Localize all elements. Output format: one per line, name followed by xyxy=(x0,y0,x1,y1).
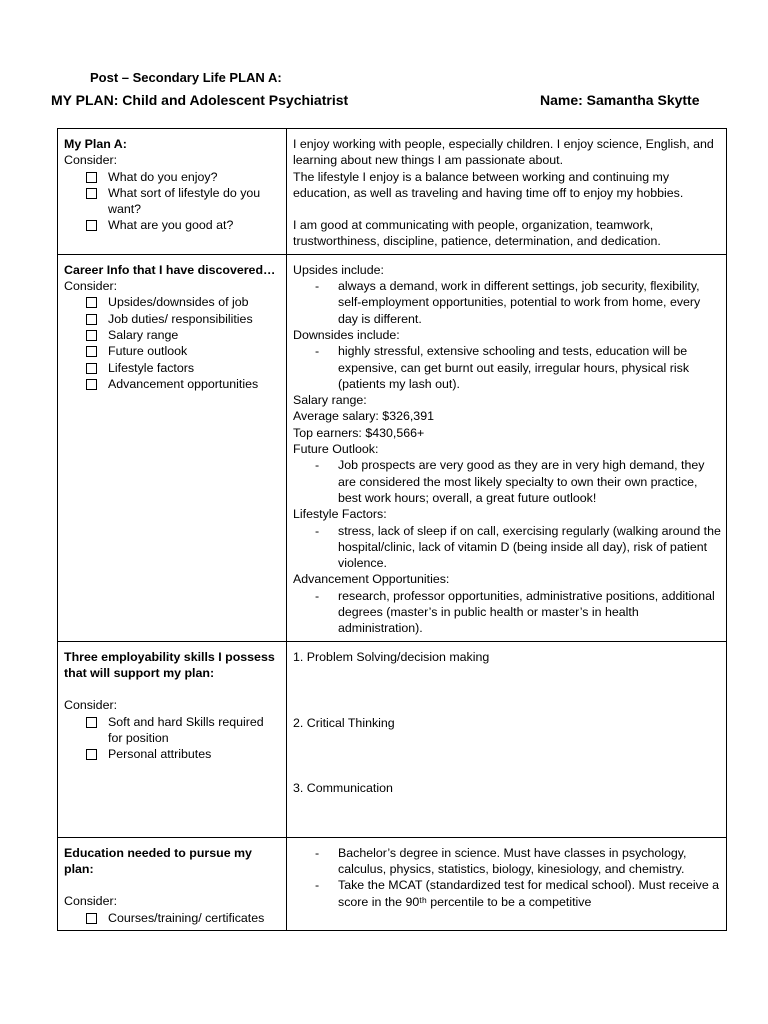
top-earners: Top earners: $430,566+ xyxy=(293,425,425,440)
skill-3: 3. Communication xyxy=(293,781,393,796)
checkbox-icon xyxy=(86,172,97,183)
checkbox-icon xyxy=(86,717,97,728)
consider-label: Consider: xyxy=(64,894,118,909)
checkbox-icon xyxy=(86,749,97,760)
downsides-list xyxy=(293,343,721,392)
checklist-item-label: Personal attributes xyxy=(108,747,212,762)
checklist-item xyxy=(64,217,281,233)
education-answer xyxy=(287,837,727,930)
downsides-heading: Downsides include: xyxy=(293,327,400,342)
row-plan-a xyxy=(58,129,727,255)
checkbox-icon xyxy=(86,330,97,341)
checklist-item-label: Soft and hard Skills required for position xyxy=(108,714,264,745)
checklist-item-label: Future outlook xyxy=(108,344,188,359)
good-at-text: I am good at communicating with people, organization, teamwork, trustworthiness, discipline, patience, determination, and dedication. xyxy=(293,218,661,249)
career-prompt xyxy=(58,254,287,641)
checkbox-icon xyxy=(86,297,97,308)
checklist-item-label: Courses/training/ certificates xyxy=(108,910,265,925)
checklist-item xyxy=(64,376,281,392)
skill-2: 2. Critical Thinking xyxy=(293,715,395,730)
list-item: - research, professor opportunities, administrative positions, additional degrees (master’s in public health or master’s in health administration). xyxy=(293,588,721,637)
average-salary: Average salary: $326,391 xyxy=(293,409,434,424)
lifestyle-list xyxy=(293,523,721,572)
advancement-list xyxy=(293,588,721,637)
checklist-item-label: Advancement opportunities xyxy=(108,376,259,391)
checklist-item xyxy=(64,185,281,218)
checklist-item xyxy=(64,714,281,747)
advancement-heading: Advancement Opportunities: xyxy=(293,572,450,587)
skills-answer xyxy=(287,641,727,837)
checklist-item-label: Lifestyle factors xyxy=(108,360,195,375)
checklist-item xyxy=(64,327,281,343)
plan-a-answer xyxy=(287,129,727,255)
plan-table xyxy=(57,128,727,931)
row-skills xyxy=(58,641,727,837)
checkbox-icon xyxy=(86,220,97,231)
checklist-item-label: Upsides/downsides of job xyxy=(108,295,249,310)
career-answer xyxy=(287,254,727,641)
checkbox-icon xyxy=(86,346,97,357)
checklist-item xyxy=(64,294,281,310)
plan-a-label: My Plan A: xyxy=(64,137,127,151)
education-prompt xyxy=(58,837,287,930)
checklist-item-label: What sort of lifestyle do you want? xyxy=(108,185,261,217)
consider-label: Consider: xyxy=(64,279,118,294)
education-label: Education needed to pursue my plan: xyxy=(64,845,252,876)
checklist-item-label: Job duties/ responsibilities xyxy=(108,311,253,326)
checklist-item xyxy=(64,343,281,359)
checklist-item xyxy=(64,746,281,762)
checklist xyxy=(64,910,281,926)
list-item: - stress, lack of sleep if on call, exercising regularly (walking around the hospital/clinic, lack of vitamin D (being inside all day), risk of patient violence. xyxy=(293,523,721,572)
checkbox-icon xyxy=(86,314,97,325)
plan-title: MY PLAN: Child and Adolescent Psychiatrist xyxy=(51,92,349,108)
checklist-item-label: What are you good at? xyxy=(108,218,234,233)
row-career-info xyxy=(58,254,727,641)
checklist xyxy=(64,714,281,763)
list-item: - highly stressful, extensive schooling and tests, education will be expensive, can get burnt out easily, irregular hours, physical risk (patients my lash out). xyxy=(293,343,721,392)
skill-1: 1. Problem Solving/decision making xyxy=(293,649,490,664)
career-label: Career Info that I have discovered… xyxy=(64,262,276,277)
lifestyle-text: The lifestyle I enjoy is a balance between working and continuing my education, as well as traveling and having time off to enjoy my hobbies. xyxy=(293,169,684,200)
upsides-heading: Upsides include: xyxy=(293,262,384,277)
list-item: - always a demand, work in different settings, job security, flexibility, self-employment opportunities, potential to work from home, every day is different. xyxy=(293,278,721,327)
checklist-item xyxy=(64,360,281,376)
pre-title: Post – Secondary Life PLAN A: xyxy=(90,70,282,85)
checkbox-icon xyxy=(86,363,97,374)
consider-label: Consider: xyxy=(64,153,118,168)
checkbox-icon xyxy=(86,188,97,199)
checklist-item xyxy=(64,169,281,185)
checklist-item xyxy=(64,311,281,327)
outlook-heading: Future Outlook: xyxy=(293,442,379,457)
checklist xyxy=(64,169,281,234)
skills-label: Three employability skills I possess that will support my plan: xyxy=(64,649,275,680)
upsides-list xyxy=(293,278,721,327)
enjoy-text: I enjoy working with people, especially children. I enjoy science, English, and learning about new things I am passionate about. xyxy=(293,137,714,168)
list-item: - Bachelor’s degree in science. Must have classes in psychology, calculus, physics, statistics, biology, kinesiology, and chemistry. xyxy=(293,845,721,878)
student-name: Name: Samantha Skytte xyxy=(540,92,700,108)
salary-heading: Salary range: xyxy=(293,393,367,408)
checkbox-icon xyxy=(86,913,97,924)
consider-label: Consider: xyxy=(64,698,118,713)
outlook-list xyxy=(293,457,721,506)
checklist-item xyxy=(64,910,281,926)
list-item: - Take the MCAT (standardized test for medical school). Must receive a score in the 90ᵗʰ percentile to be a competitive xyxy=(293,877,721,910)
plan-a-prompt xyxy=(58,129,287,255)
checkbox-icon xyxy=(86,379,97,390)
row-education xyxy=(58,837,727,930)
lifestyle-heading: Lifestyle Factors: xyxy=(293,507,387,522)
checklist-item-label: What do you enjoy? xyxy=(108,169,218,184)
checklist xyxy=(64,294,281,392)
skills-prompt xyxy=(58,641,287,837)
education-list xyxy=(293,845,721,910)
list-item: - Job prospects are very good as they are in very high demand, they are considered the most likely specialty to own their own practice, best work hours; overall, a great future outlook! xyxy=(293,457,721,506)
checklist-item-label: Salary range xyxy=(108,327,179,342)
